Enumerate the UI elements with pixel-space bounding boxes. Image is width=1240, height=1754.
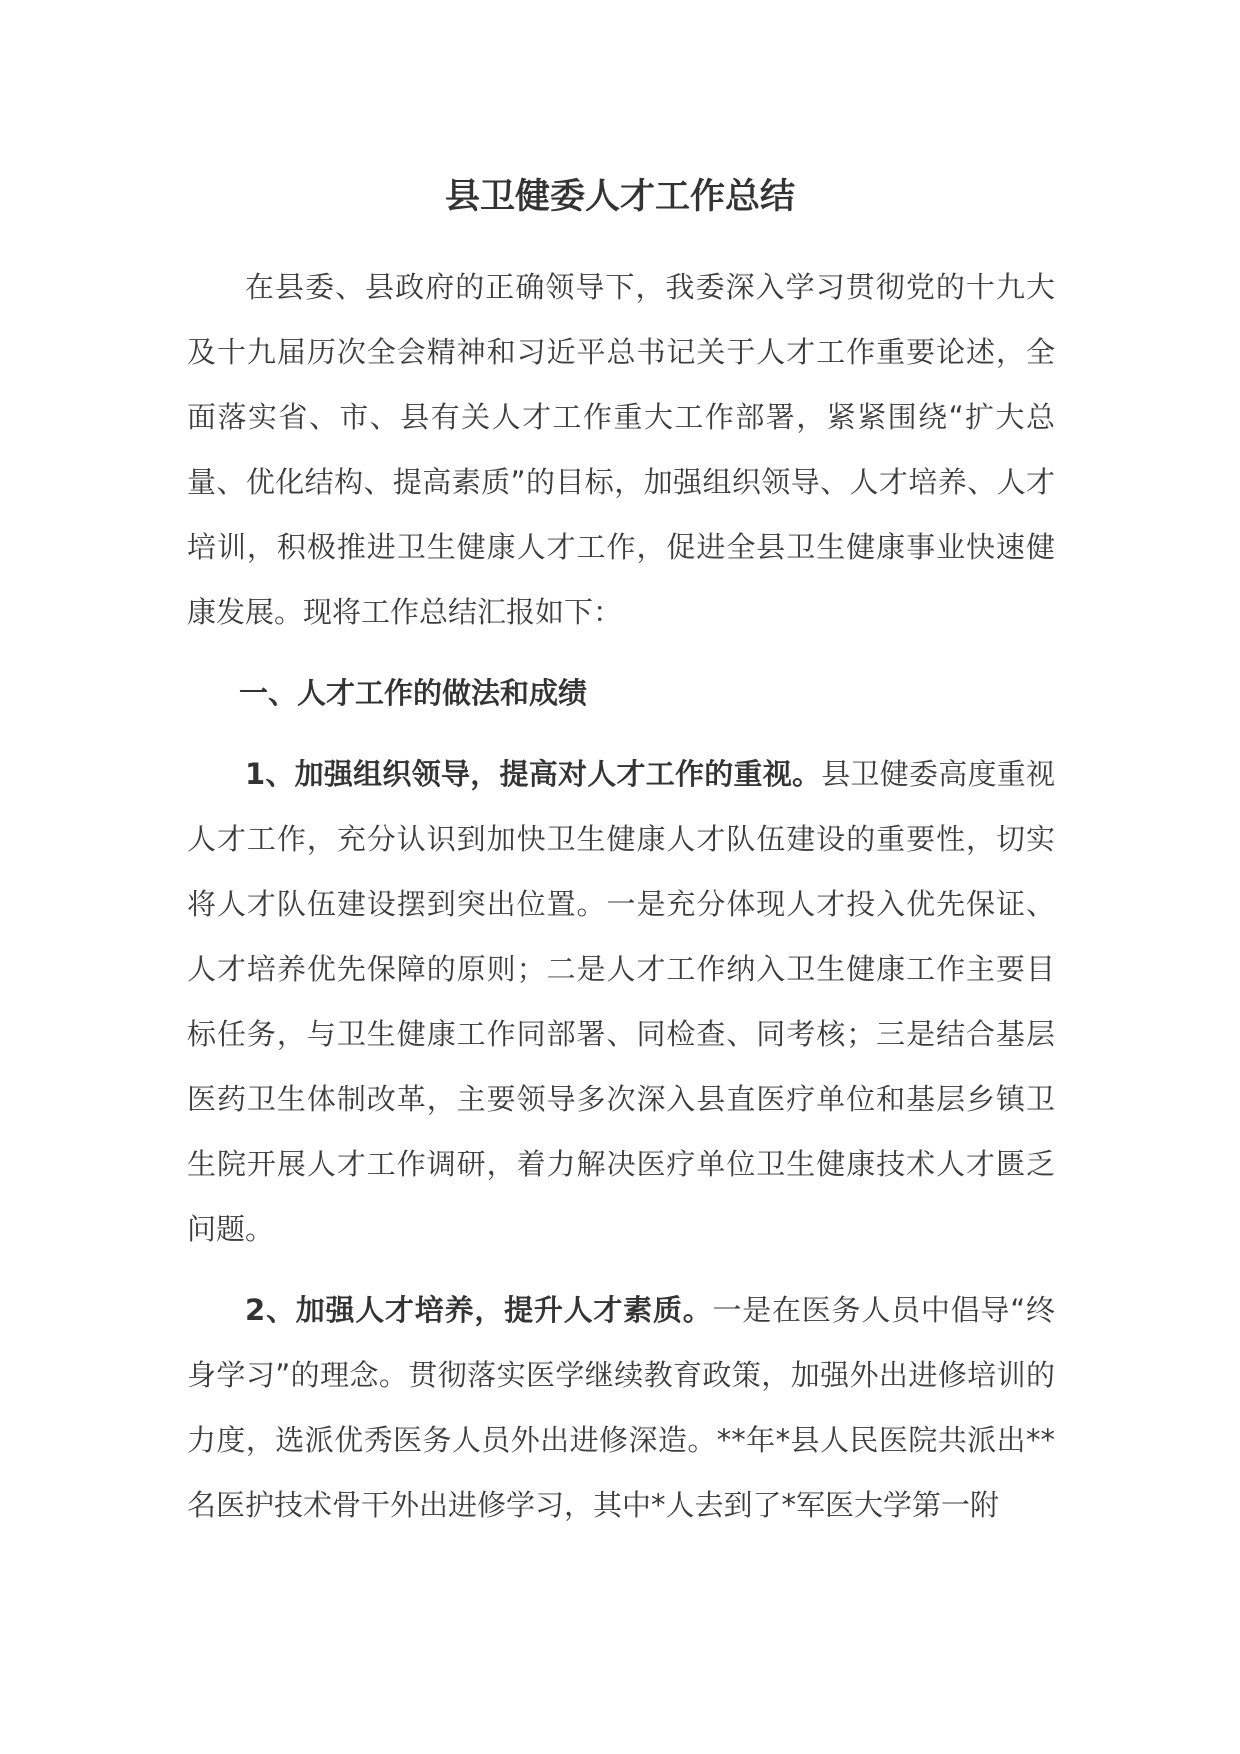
item-1-lead: 1、加强组织领导，提高对人才工作的重视。: [245, 757, 822, 791]
item-1-paragraph: [187, 742, 1055, 1262]
item-2-body: 一是在医务人员中倡导“终身学习”的理念。贯彻落实医学继续教育政策，加强外出进修培训的力度，选派优秀医务人员外出进修深造。**年*县人民医院共派出**名医护技术骨干外出进修学习，其中*人去到了*军医大学第一附: [187, 1293, 1055, 1522]
item-1-body: 县卫健委高度重视人才工作，充分认识到加快卫生健康人才队伍建设的重要性，切实将人才队伍建设摆到突出位置。一是充分体现人才投入优先保证、人才培养优先保障的原则；二是人才工作纳入卫生健康工作主要目标任务，与卫生健康工作同部署、同检查、同考核；三是结合基层医药卫生体制改革，主要领导多次深入县直医疗单位和基层乡镇卫生院开展人才工作调研，着力解决医疗单位卫生健康技术人才匮乏问题。: [187, 757, 1055, 1246]
document-body: [187, 255, 1055, 1554]
item-2-paragraph: [187, 1278, 1055, 1538]
section-heading-1: 一、人才工作的做法和成绩: [239, 676, 588, 710]
item-2-lead: 2、加强人才培养，提升人才素质。: [245, 1293, 713, 1327]
document-title: 县卫健委人才工作总结: [444, 177, 795, 217]
intro-paragraph: 在县委、县政府的正确领导下，我委深入学习贯彻党的十九大及十九届历次全会精神和习近平总书记关于人才工作重要论述，全面落实省、市、县有关人才工作重大工作部署，紧紧围绕“扩大总量、优化结构、提高素质”的目标，加强组织领导、人才培养、人才培训，积极推进卫生健康人才工作，促进全县卫生健康事业快速健康发展。现将工作总结汇报如下：: [187, 270, 1055, 629]
